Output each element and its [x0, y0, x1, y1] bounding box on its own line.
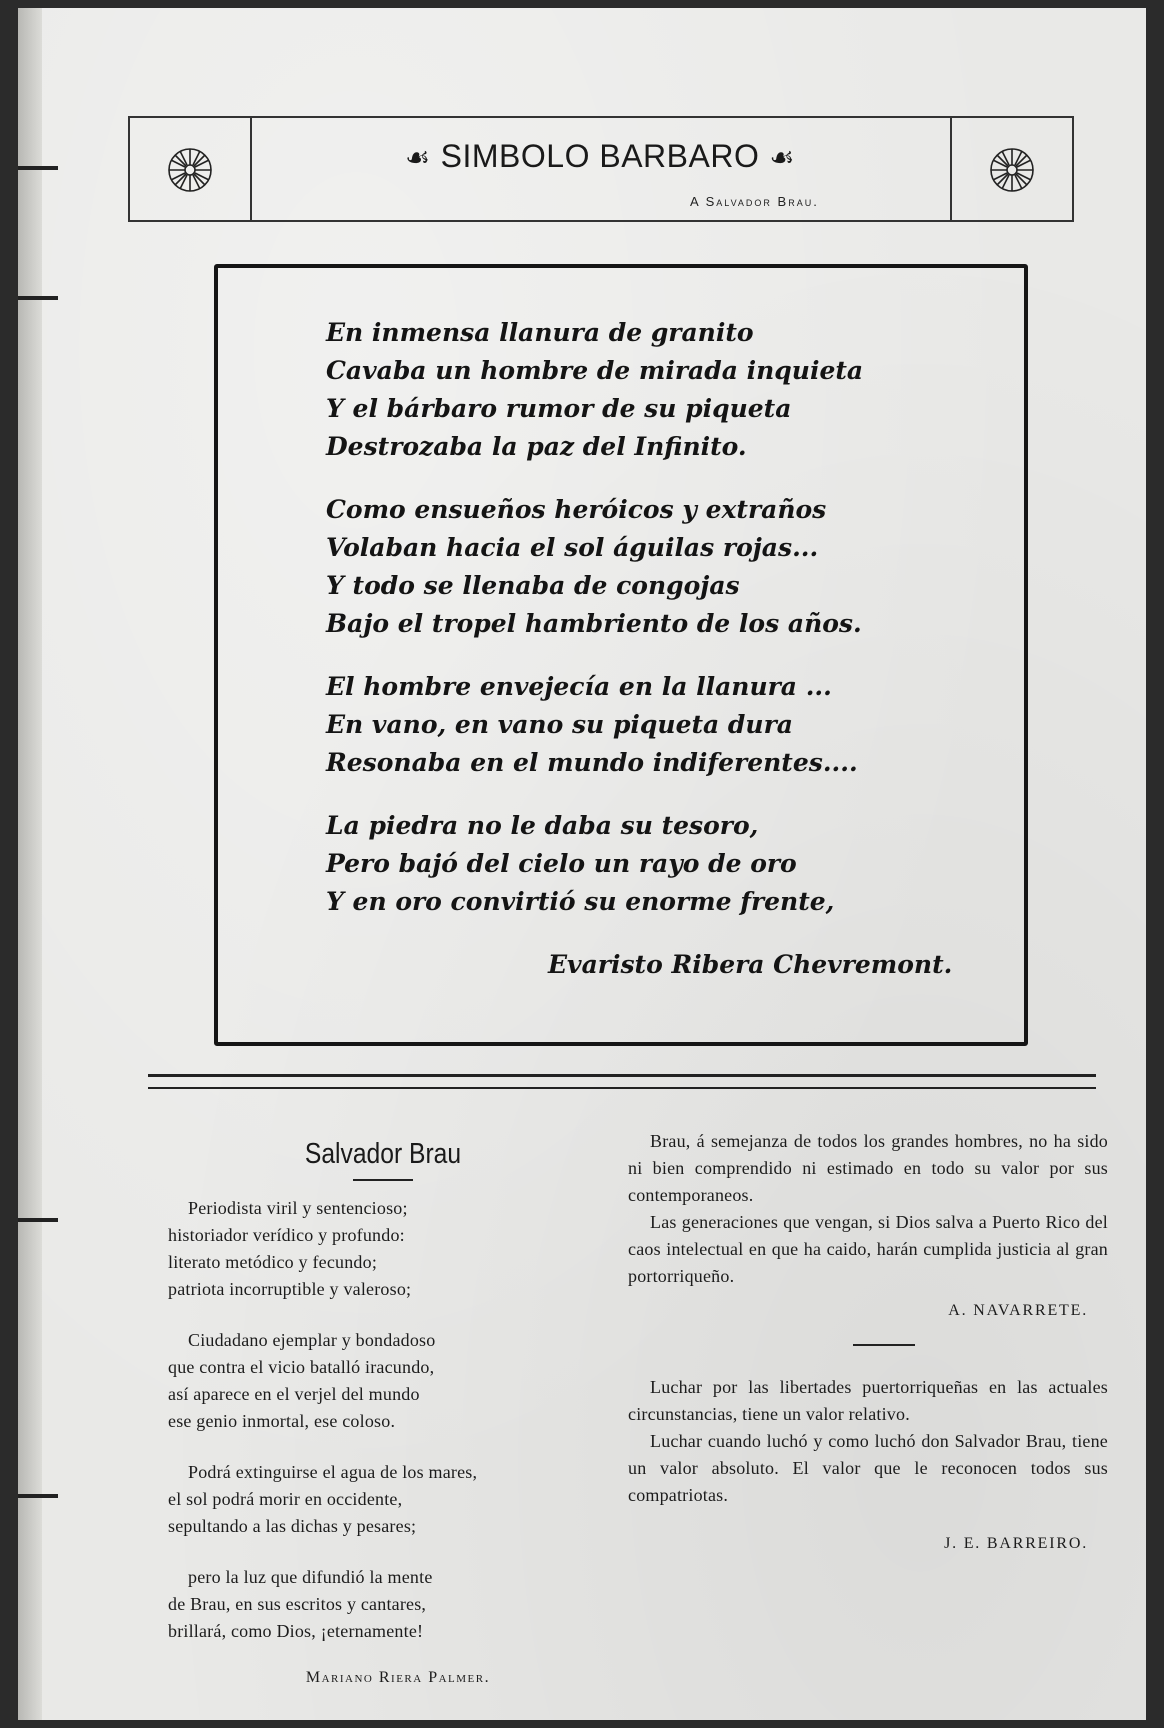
prose-paragraph: Luchar por las libertades puertorriqueñas en las actuales circunstancias, tiene un valor relativo. [628, 1377, 1108, 1424]
sonnet-line: Ciudadano ejemplar y bondadoso [188, 1330, 436, 1350]
poem-line: En inmensa llanura de granito [326, 318, 754, 347]
rosette-ornament-icon [166, 146, 214, 194]
left-column [168, 1132, 598, 1687]
signature: J. E. BARREIRO. [944, 1535, 1088, 1552]
prose-paragraph: Brau, á semejanza de todos los grandes hombres, no ha sido ni bien comprendido ni estimado en todo su valor por sus contemporaneos. [628, 1131, 1108, 1205]
poem [326, 314, 1006, 946]
poem-line: Destrozaba la paz del Infinito. [326, 432, 747, 461]
poem-line: Y el bárbaro rumor de su piqueta [326, 394, 792, 423]
header-left-cell [130, 118, 252, 220]
poem-stanza [326, 807, 1006, 921]
sonnet-line: patriota incorruptible y valeroso; [168, 1279, 412, 1299]
right-column [628, 1128, 1108, 1553]
poem-author: Evaristo Ribera Chevremont. [548, 950, 953, 979]
sonnet-line: que contra el vicio batalló iracundo, [168, 1357, 435, 1377]
prose-paragraph: Las generaciones que vengan, si Dios salva a Puerto Rico del caos intelectual en que ha caido, harán cumplida justicia al gran portorriqueño. [628, 1212, 1108, 1286]
title-text: SIMBOLO BARBARO [440, 138, 760, 174]
signature: A. NAVARRETE. [948, 1302, 1088, 1319]
article-title: Salvador Brau [304, 1138, 462, 1170]
poem-frame [214, 264, 1028, 1046]
binding-stitch [18, 1218, 58, 1222]
poem-line: Pero bajó del cielo un rayo de oro [326, 849, 797, 878]
sonnet-author: Mariano Riera Palmer. [305, 1669, 491, 1686]
fleuron-icon: ☙ [405, 142, 431, 173]
sonnet-line: sepultando a las dichas y pesares; [168, 1516, 417, 1536]
sonnet-line: pero la luz que difundió la mente [188, 1567, 433, 1587]
sonnet-line: Periodista viril y sentencioso; [188, 1198, 408, 1218]
poem-line: Resonaba en el mundo indiferentes.... [326, 748, 858, 777]
fleuron-icon: ☙ [769, 142, 795, 173]
separator-rule [853, 1344, 915, 1346]
binding-stitch [18, 166, 58, 170]
page-title [250, 138, 950, 175]
poem-line: La piedra no le daba su tesoro, [326, 811, 759, 840]
poem-line: Cavaba un hombre de mirada inquieta [326, 356, 864, 385]
poem-stanza [326, 314, 1006, 466]
poem-line: Bajo el tropel hambriento de los años. [326, 609, 862, 638]
binding-stitch [18, 296, 58, 300]
header-banner [128, 116, 1074, 222]
poem-stanza [326, 491, 1006, 643]
sonnet-stanza [168, 1564, 598, 1645]
prose-paragraph: Luchar cuando luchó y como luchó don Salvador Brau, tiene un valor absoluto. El valor que le reconocen todos sus compatriotas. [628, 1431, 1108, 1505]
poem-line: Y todo se llenaba de congojas [326, 571, 740, 600]
poem-line: Y en oro convirtió su enorme frente, [326, 887, 835, 916]
poem-line: El hombre envejecía en la llanura ... [326, 672, 832, 701]
sonnet-line: brillará, como Dios, ¡eternamente! [168, 1621, 424, 1641]
sonnet-line: historiador verídico y profundo: [168, 1225, 405, 1245]
magazine-page [18, 8, 1146, 1720]
sonnet-line: literato metódico y fecundo; [168, 1252, 378, 1272]
rosette-ornament-icon [988, 146, 1036, 194]
poem-line: En vano, en vano su piqueta dura [326, 710, 793, 739]
sonnet-line: Podrá extinguirse el agua de los mares, [188, 1462, 478, 1482]
section-divider [148, 1074, 1096, 1089]
spacer [628, 1509, 1108, 1523]
poem-line: Como ensueños heróicos y extraños [326, 495, 827, 524]
poem-stanza [326, 668, 1006, 782]
header-right-cell [950, 118, 1072, 220]
binding-stitch [18, 1494, 58, 1498]
sonnet-line: así aparece en el verjel del mundo [168, 1384, 420, 1404]
sonnet-line: el sol podrá morir en occidente, [168, 1489, 403, 1509]
sonnet-stanza [168, 1195, 598, 1303]
poem-line: Volaban hacia el sol águilas rojas... [326, 533, 819, 562]
title-rule [353, 1179, 413, 1181]
dedication: A Salvador Brau. [690, 194, 819, 209]
sonnet-stanza [168, 1459, 598, 1540]
sonnet-line: de Brau, en sus escritos y cantares, [168, 1594, 427, 1614]
sonnet-line: ese genio inmortal, ese coloso. [168, 1411, 396, 1431]
sonnet-stanza [168, 1327, 598, 1435]
page-binding [18, 8, 42, 1720]
